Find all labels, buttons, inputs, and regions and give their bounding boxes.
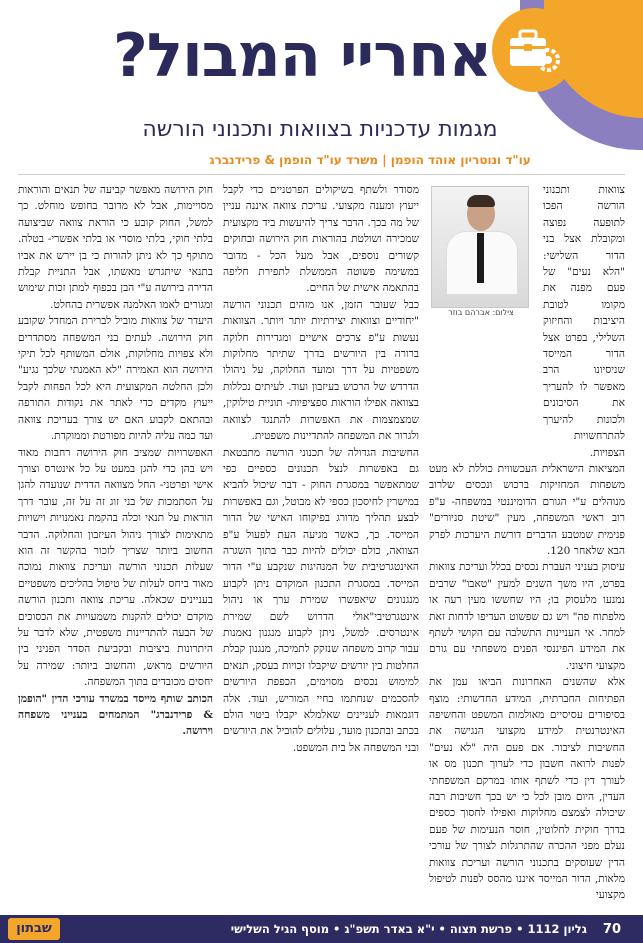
text-column-3: [18, 182, 213, 740]
author-byline: עו"ד ונוטריון אוהד הופמן | משרד עו"ד הופמן & פרידנברג: [209, 153, 531, 167]
paragraph: עיסוק בעניני העברת נכסים בכלל ועריכת צוואות בפרט, היו משך השנים למעין "טאבו" שרבים נמנעו מלעסוק בו; היו שחששו מעין רעה או מלפתוח פה" ויש גם שפשוט העדיפו לדחות זאת למחר. אי העניינות התשלבה עם הקושי לשתף את המידע הפיננסי הפנים משפחתי עם גורם מקצועי חיצוני.: [429, 561, 625, 672]
author-note: הכותב שותף מייסד במשרד עורכי הדין "הופמן & פרידנברג" המתמחים בענייני משפחה וירושה.: [18, 692, 213, 738]
paragraph: כבל שעובר הזמן, אנו מזהים תכנוני הורשה "יחודיים וצוואות יצירתיות יותר ויותר. הצוואות נעשות ע"פ צרכים אישיים ומגדירות חלוקה ברורה בין היורשים בדרך שתיתר מחלוקות משפטיות על דרך ומועד החלוקה, על ניהולו הדרדש של הרכוש בעיזבון ועוד. לעיתים נכללות בצוואה אפילו הוראות ספציפיות- תוניית טילוקין, שמצמצמות את האפשרות להתנגד לצוואה ולגרור את המשפחה להתדיינות משפטית.: [223, 298, 419, 443]
text-column-2: [223, 182, 419, 756]
header-divider: [18, 174, 625, 175]
paragraph: האפשרויות שמציב חוק הירושה רחבות מאוד ויש בהן כדי להגן במעט על כל אינטרס וצורך אישי ופרטני- החל מצוואה הדדית שנועדה להגן על הסתמכות של בני זוג זה על זה, עובר דרך הוראות על תנאי וכלה בהקמת נאמנויות וישויות מתאימות לצורך ניהול העיזבון והחלוקה. הדבר החשוב ביותר שצריך לזכור בהקשר זה הוא שעלות תכנוני הורשה ועריכת צוואות נמוכה מאוד ביחס לעלות של טיפול בהליכים משפטיים בעניינים שכאלה. עריכת צוואה ותכנון הורשה מוקדם יכולים להקנות משמעויות את הכסוכים של הבעה להתדיינות משפטית, שלא לדבר על היתרונות ביציבות ובקביעת הסדר הפניני בין היורשים מראש, והחשוב ביותר: שמירה על יחסים מכובדים בתוך המשפחה.: [18, 446, 213, 689]
article-title: אחריי המבול?: [113, 21, 492, 91]
magazine-logo: שבתון: [8, 918, 60, 940]
footer-info: [231, 922, 621, 937]
paragraph: היעדר של צוואות מוביל לברירת המחדל שקובע חוק הירושה. לעתים בני המשפחה מסתדרים ולא צפויות מחלוקות, אולם המשותף לכל תיקי הירושה הוא האמירה "לא האמנתי שלכך נגיע" ולכן החלטה המקצועית היא לכל הפחות לקבל ייעוץ מקדים כדי לאתר את נקודות התורפה ובהתאם לקבוע האם יש צורך בעריכת צוואה ועד כמה עליה להיות מפורטת וממוקדת.: [18, 315, 213, 443]
paragraph: צוואות ותכנוני הורשה הפכו לתופעה נפוצה ומקובלת אצל בני הדור השלישי: "הלא נעים" של פעם מפנה את מקומו לטובת היציבות והחיזוק השלילי, בפרט אצל הדור המייסד שניסיונו הרב מאפשר לו להעריך את הסיכונים ולכונות להיערך להתרחשויות הצפויות.: [543, 184, 625, 459]
paragraph: החשיבות הגדולה של תכנוני הורשה מתבטאת גם באפשרות לנצל תכנונים כספיים כפי שמתאפשר במסגרת החוק - דבר שיכול להביא במישרין לחיסכון כספי לא מבוטל, וגם באפשרות לבצע תהליך מדורג בפיקוחו האישי של הדור המייסד. כך, כאשר מגיעה העת לפעול ע"פ הצוואה, כולם יכולים להיות כבר בתוך השגרה האינטגרטיבית של המנהיגות שנקבע ע"י הדור המייסד. במסגרת התכנון המוקדם ניתן לקבוע מנגנונים שיאפשרו שמירת ערך או ניהול אינטגרטיבי"אולי הדרוש לשם שמירת אינטרסים. למשל, ניתן לקבוע מנגנון נאמנות עבור קרוב משפחה שנזקק לתמיכה, מנגנון קבלת החלטות בין יורשים שיקבלו זכויות בעסק, תנאים למימוש נכסים מסוימים, הכפפת היורשים להסכמים שנחתמו בחיי המוריש, ועוד. אלה דוגמאות לעניינים שאלמלא יקבלו ביטוי הולם בכתב ובתכנון מועד, עלולים להוביל את היורשים ובני המשפחה אל בית המשפט.: [223, 446, 419, 754]
page-number: 70: [602, 922, 621, 937]
paragraph: מסודר ולשתף בשיקולים הפרטניים כדי לקבל ייעוץ ומענה מקצועי. עריכת צוואה איננה עניין של מה בכך. הדבר צריך להיעשות ביד מקצועית שמכירה ושולטת בהוראות חוק הירושה ובחוקים קשורים נוספים, אבל מעל הכל - מדובר במשימה פשוטה הממשלת לתפירת חליפה בהתאמה אישית של החיים.: [223, 184, 419, 295]
paragraph: המציאות הישראלית העכשווית כוללת לא מעט משפחות המחזיקות ברכוש ונכסים שלרוב מנוהלים ע"י הגורם הדומיננטי במשפחה- ע"פ רוב ראשי המשפחה, מעין "שיטת סניורים" פנימית שמטבע הדברים דורשת היערכות לפרק הבא שלאחר 120.: [429, 462, 625, 557]
photo-caption: צילום: אברהם בוזר: [448, 308, 514, 317]
paragraph: חוק הירושה מאפשר קביעה של תנאים והוראות מסויימות, אבל לא מדובר בחופש מוחלט. כך למשל, החוק קובע כי הוראת צוואה שביצועה בלתי חוקי, בלתי מוסרי או בלתי אפשרי- בטלה. מתוקף כך לא ניתן להורות כי בן יירש את אביו בתנאי שיתגרש מאשתו, אבל התניית קבלת הדירה בירושה ע"י הבן בכפוף למתן זכות שימוש ומגורים לאמו האלמנה אפשרית בהחלט.: [18, 184, 213, 311]
article-subtitle: מגמות עדכניות בצוואות ותכנוני הורשה: [142, 117, 498, 142]
issue-info: גליון 1112 • פרשת תצוה • י"א באדר תשפ"ג • מוסף הגיל השלישי: [230, 922, 587, 936]
page-footer: [0, 915, 643, 943]
text-column-1: [429, 182, 625, 904]
briefcase-gear-icon: [492, 8, 576, 92]
paragraph: אלא שהשנים האחרונות הביאו עמן את הפתיחות החברתית, המידע החדשותי: מוצף בסיפורים עסיסיים מאולמות המשפט והחשיפה האינטרנטית למידע מקצועי הנגישה את החשיבות לציבור. אם פעם היה "לא נעים" לפנות לרואה חשבון כדי לערוך תכנון מס או לעורך דין כדי לשתף אותו במרקם המשפחתי העדין, היום מובן לכל כי יש בכך חשיבות רבה שיכולה לצמצם מחלוקות ואפילו לחסוך כספים בדרך חוקית לחלוטין, חוסר הנעימות של פעם נעלם מפני ההכרה שהתרגלות לצורך של עורכי הדין שעוסקים בתכנוני הורשה ועריכת צוואות מלאות, הדור המייסד איננו מהסס לפנות לטיפול מקצועי: [429, 676, 625, 902]
